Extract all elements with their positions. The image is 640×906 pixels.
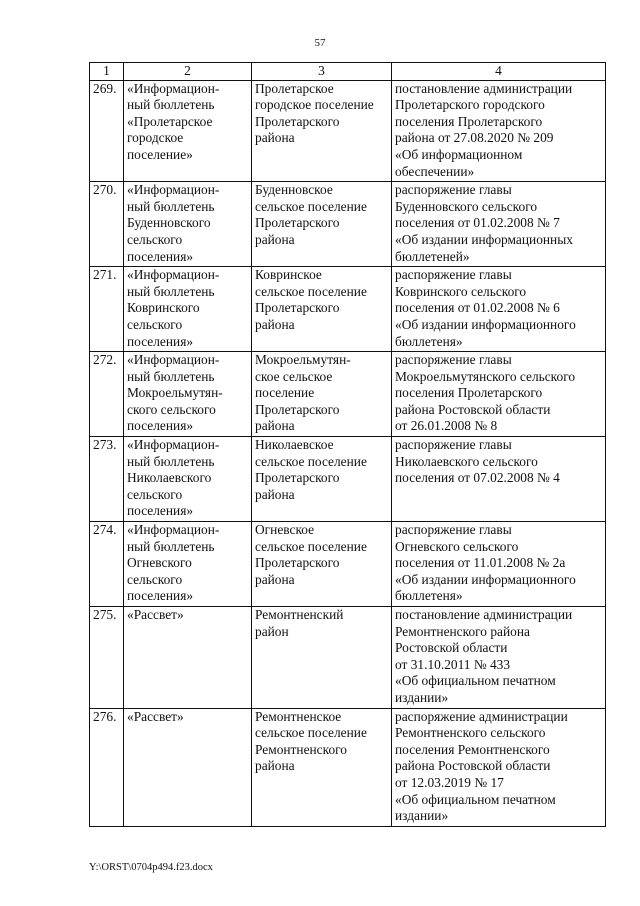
legal-document: постановление администрации Ремонтненского района Ростовской области от 31.10.2011 № 433 «Об официальном печатном издании»: [392, 607, 606, 709]
legal-document: распоряжение главы Огневского сельского поселения от 11.01.2008 № 2а «Об издании информационного бюллетеня»: [392, 522, 606, 607]
legal-document: распоряжение главы Мокроельмутянского сельского поселения Пролетарского района Ростовской области от 26.01.2008 № 8: [392, 352, 606, 437]
page-number: 57: [314, 37, 326, 49]
territory-name: Ремонтненский район: [252, 607, 392, 709]
territory-name: Пролетарское городское поселение Пролетарского района: [252, 80, 392, 182]
publication-name: «Рассвет»: [124, 708, 252, 826]
table-row: [90, 708, 606, 826]
legal-document: распоряжение главы Ковринского сельского поселения от 01.02.2008 № 6 «Об издании информационного бюллетеня»: [392, 267, 606, 352]
territory-name: Ковринское сельское поселение Пролетарского района: [252, 267, 392, 352]
territory-name: Ремонтненское сельское поселение Ремонтненского района: [252, 708, 392, 826]
row-number: 273.: [90, 437, 124, 522]
table-row: [90, 607, 606, 709]
row-number: 275.: [90, 607, 124, 709]
row-number: 269.: [90, 80, 124, 182]
legal-document: распоряжение администрации Ремонтненского сельского поселения Ремонтненского района Ростовской области от 12.03.2019 № 17 «Об официальном печатном издании»: [392, 708, 606, 826]
publication-name: «Рассвет»: [124, 607, 252, 709]
territory-name: Николаевское сельское поселение Пролетарского района: [252, 437, 392, 522]
registry-table: [89, 62, 606, 827]
table-row: [90, 522, 606, 607]
column-header: 2: [124, 63, 252, 81]
footer-file-path: Y:\ORST\0704p494.f23.docx: [89, 862, 213, 873]
publication-name: «Информацион- ный бюллетень Мокроельмутян- ского сельского поселения»: [124, 352, 252, 437]
table-row: [90, 352, 606, 437]
table-row: [90, 182, 606, 267]
territory-name: Буденновское сельское поселение Пролетарского района: [252, 182, 392, 267]
territory-name: Огневское сельское поселение Пролетарского района: [252, 522, 392, 607]
table-row: [90, 80, 606, 182]
column-header: 3: [252, 63, 392, 81]
publication-name: «Информацион- ный бюллетень Огневского сельского поселения»: [124, 522, 252, 607]
row-number: 276.: [90, 708, 124, 826]
column-header: 4: [392, 63, 606, 81]
table-row: [90, 437, 606, 522]
row-number: 271.: [90, 267, 124, 352]
legal-document: постановление администрации Пролетарского городского поселения Пролетарского района от 27.08.2020 № 209 «Об информационном обеспечении»: [392, 80, 606, 182]
legal-document: распоряжение главы Николаевского сельского поселения от 07.02.2008 № 4: [392, 437, 606, 522]
publication-name: «Информацион- ный бюллетень «Пролетарское городское поселение»: [124, 80, 252, 182]
publication-name: «Информацион- ный бюллетень Николаевского сельского поселения»: [124, 437, 252, 522]
table-header-row: [90, 63, 606, 81]
publication-name: «Информацион- ный бюллетень Ковринского сельского поселения»: [124, 267, 252, 352]
territory-name: Мокроельмутян- ское сельское поселение Пролетарского района: [252, 352, 392, 437]
legal-document: распоряжение главы Буденновского сельского поселения от 01.02.2008 № 7 «Об издании информационных бюллетеней»: [392, 182, 606, 267]
table-row: [90, 267, 606, 352]
row-number: 272.: [90, 352, 124, 437]
row-number: 270.: [90, 182, 124, 267]
row-number: 274.: [90, 522, 124, 607]
publication-name: «Информацион- ный бюллетень Буденновского сельского поселения»: [124, 182, 252, 267]
column-header: 1: [90, 63, 124, 81]
